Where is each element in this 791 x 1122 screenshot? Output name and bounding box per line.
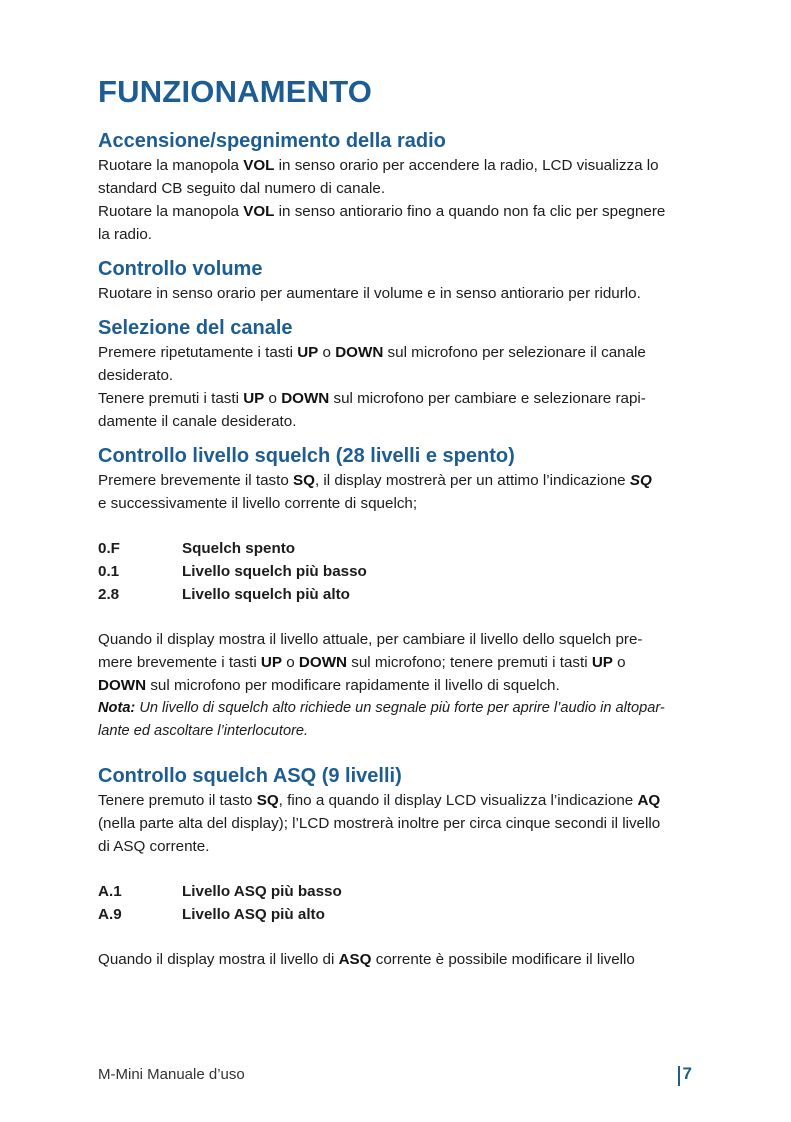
para-asq-adjust: Quando il display mostra il livello di ASQ corrente è possibile modificare il livello (98, 951, 635, 968)
heading-channel: Selezione del canale (98, 317, 293, 339)
note-squelch: Nota: Un livello di squelch alto richiede un segnale più forte per aprire l’audio in altopar- lante ed ascoltare l’interlocutore. (98, 700, 665, 739)
heading-power: Accensione/spegnimento della radio (98, 130, 446, 152)
table-row: 0.F Squelch spento (98, 540, 296, 557)
heading-squelch: Controllo livello squelch (28 livelli e spento) (98, 445, 515, 467)
table-row: A.9 Livello ASQ più alto (98, 906, 325, 923)
squelch-levels-table (98, 537, 692, 606)
heading-asq: Controllo squelch ASQ (9 livelli) (98, 765, 402, 787)
para-volume: Ruotare in senso orario per aumentare il volume e in senso antiorario per ridurlo. (98, 285, 641, 302)
page-footer (98, 1066, 692, 1090)
para-power: Ruotare la manopola VOL in senso orario per accendere la radio, LCD visualizza lo standard CB seguito dal numero di canale. Ruotare la manopola VOL in senso antiorario fino a quando non fa clic per spegnere la radio. (98, 157, 666, 243)
asq-levels-table (98, 880, 692, 926)
para-channel: Premere ripetutamente i tasti UP o DOWN sul microfono per selezionare il canale desiderato. Tenere premuti i tasti UP o DOWN sul microfono per cambiare e selezionare rapi- damente il canale desiderato. (98, 344, 646, 430)
footer-doc-title: M-Mini Manuale d’uso (98, 1066, 245, 1083)
table-row: A.1 Livello ASQ più basso (98, 883, 342, 900)
para-squelch-intro: Premere brevemente il tasto SQ, il display mostrerà per un attimo l’indicazione SQ e successivamente il livello corrente di squelch; (98, 472, 652, 512)
page-number: 7 (682, 1064, 692, 1083)
heading-volume: Controllo volume (98, 258, 263, 280)
page-title: FUNZIONAMENTO (98, 74, 373, 109)
document-page (98, 72, 692, 971)
footer-divider (678, 1066, 680, 1086)
para-squelch-adjust: Quando il display mostra il livello attuale, per cambiare il livello dello squelch pre- mere brevemente i tasti UP o DOWN sul microfono; tenere premuti i tasti UP o DOWN sul microfono per modificare rapidamente il livello di squelch. (98, 631, 643, 694)
table-row: 2.8 Livello squelch più alto (98, 586, 350, 603)
table-row: 0.1 Livello squelch più basso (98, 563, 367, 580)
para-asq-intro: Tenere premuto il tasto SQ, fino a quando il display LCD visualizza l’indicazione AQ (nella parte alta del display); l’LCD mostrerà inoltre per circa cinque secondi il livello di ASQ corrente. (98, 792, 661, 855)
